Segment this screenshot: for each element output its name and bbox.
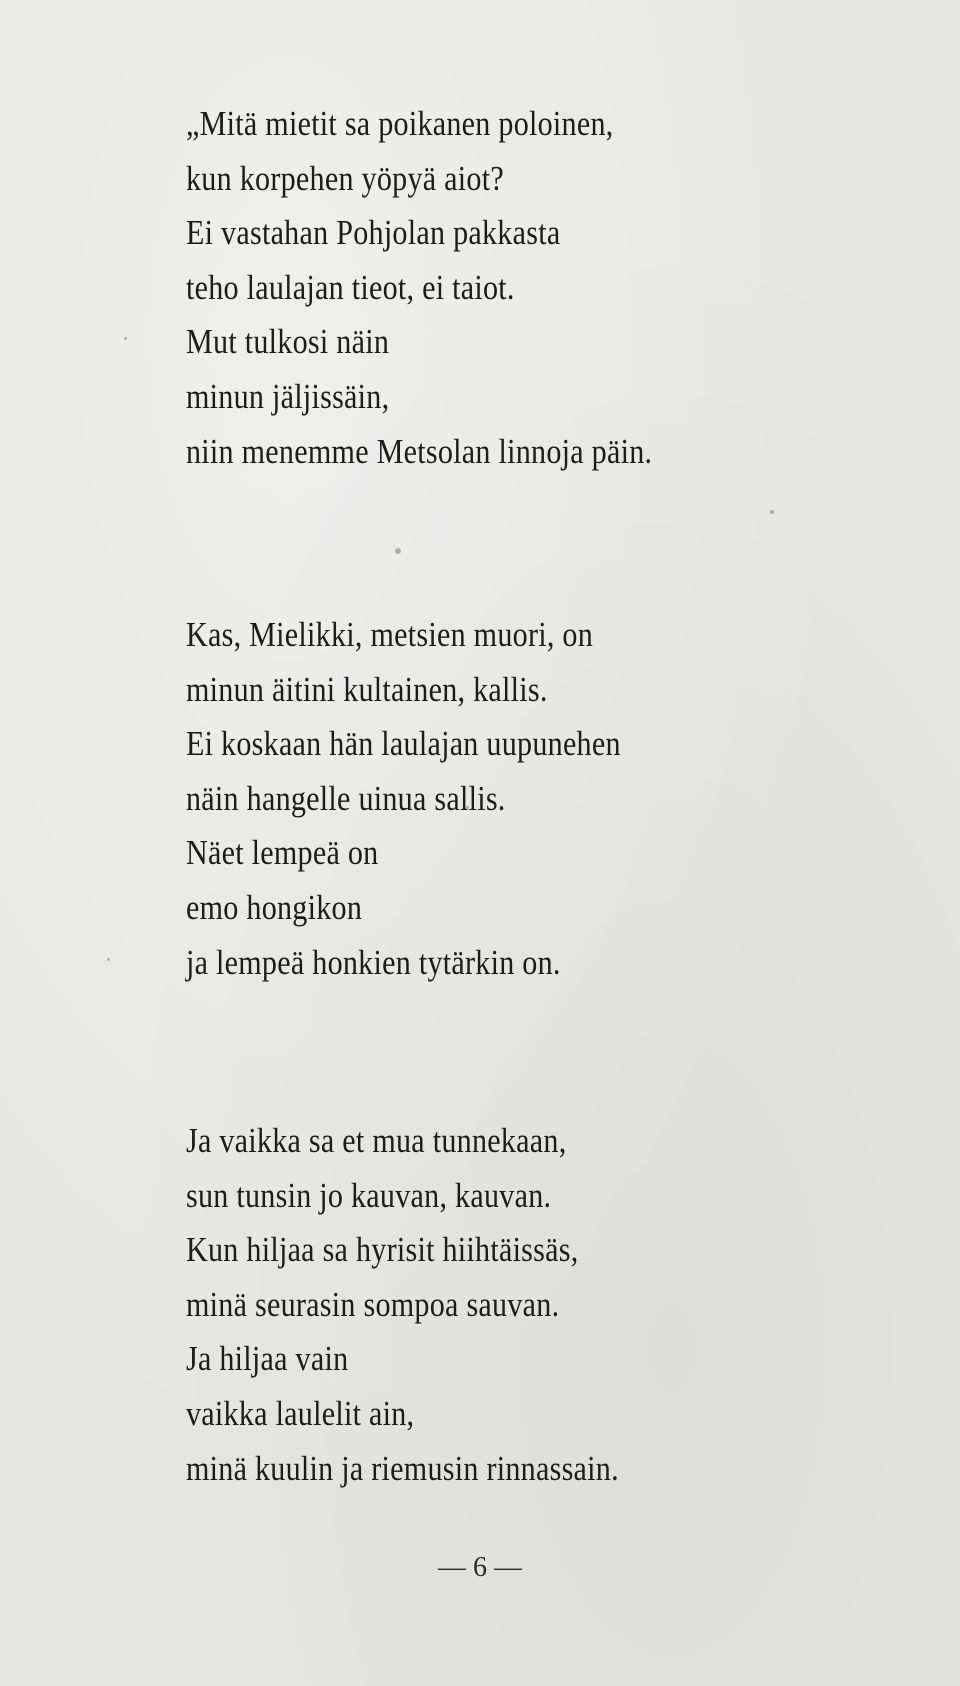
- verse-line: vaikka laulelit ain,: [186, 1393, 415, 1433]
- verse-line: minä kuulin ja riemusin rinnassain.: [186, 1448, 619, 1488]
- verse-line: niin menemme Metsolan linnoja päin.: [186, 431, 653, 471]
- paper-speck: [466, 806, 469, 809]
- verse-line: minun äitini kultainen, kallis.: [186, 669, 548, 709]
- verse-line: emo hongikon: [186, 887, 363, 927]
- verse-line: ja lempeä honkien tytärkin on.: [186, 942, 561, 982]
- verse-line: Kun hiljaa sa hyrisit hiihtäissäs,: [186, 1230, 579, 1270]
- verse-line: Näet lempeä on: [186, 833, 379, 873]
- poem-stanza-3: [186, 1114, 689, 1496]
- verse-line: Ja vaikka sa et mua tunnekaan,: [186, 1121, 567, 1160]
- paper-speck: [107, 958, 110, 961]
- verse-line: Mut tulkosi näin: [186, 322, 390, 362]
- verse-line: minä seurasin sompoa sauvan.: [186, 1284, 560, 1324]
- verse-line: „Mitä mietit sa poikanen poloinen,: [186, 104, 614, 143]
- verse-line: sun tunsin jo kauvan, kauvan.: [186, 1175, 552, 1215]
- verse-line: Ja hiljaa vain: [186, 1339, 349, 1379]
- page-number: — 6 —: [438, 1552, 522, 1583]
- poem-stanza-2: [186, 608, 692, 990]
- verse-line: Ei koskaan hän laulajan uupunehen: [186, 724, 621, 764]
- verse-line: näin hangelle uinua sallis.: [186, 778, 506, 818]
- paper-speck: [124, 337, 127, 340]
- paper-speck: [395, 548, 401, 554]
- poem-stanza-1: [186, 97, 728, 479]
- verse-line: kun korpehen yöpyä aiot?: [186, 158, 504, 198]
- verse-line: minun jäljissäin,: [186, 376, 390, 416]
- verse-line: Kas, Mielikki, metsien muori, on: [186, 615, 594, 654]
- paper-speck: [770, 510, 774, 514]
- verse-line: teho laulajan tieot, ei taiot.: [186, 267, 515, 307]
- verse-line: Ei vastahan Pohjolan pakkasta: [186, 213, 561, 253]
